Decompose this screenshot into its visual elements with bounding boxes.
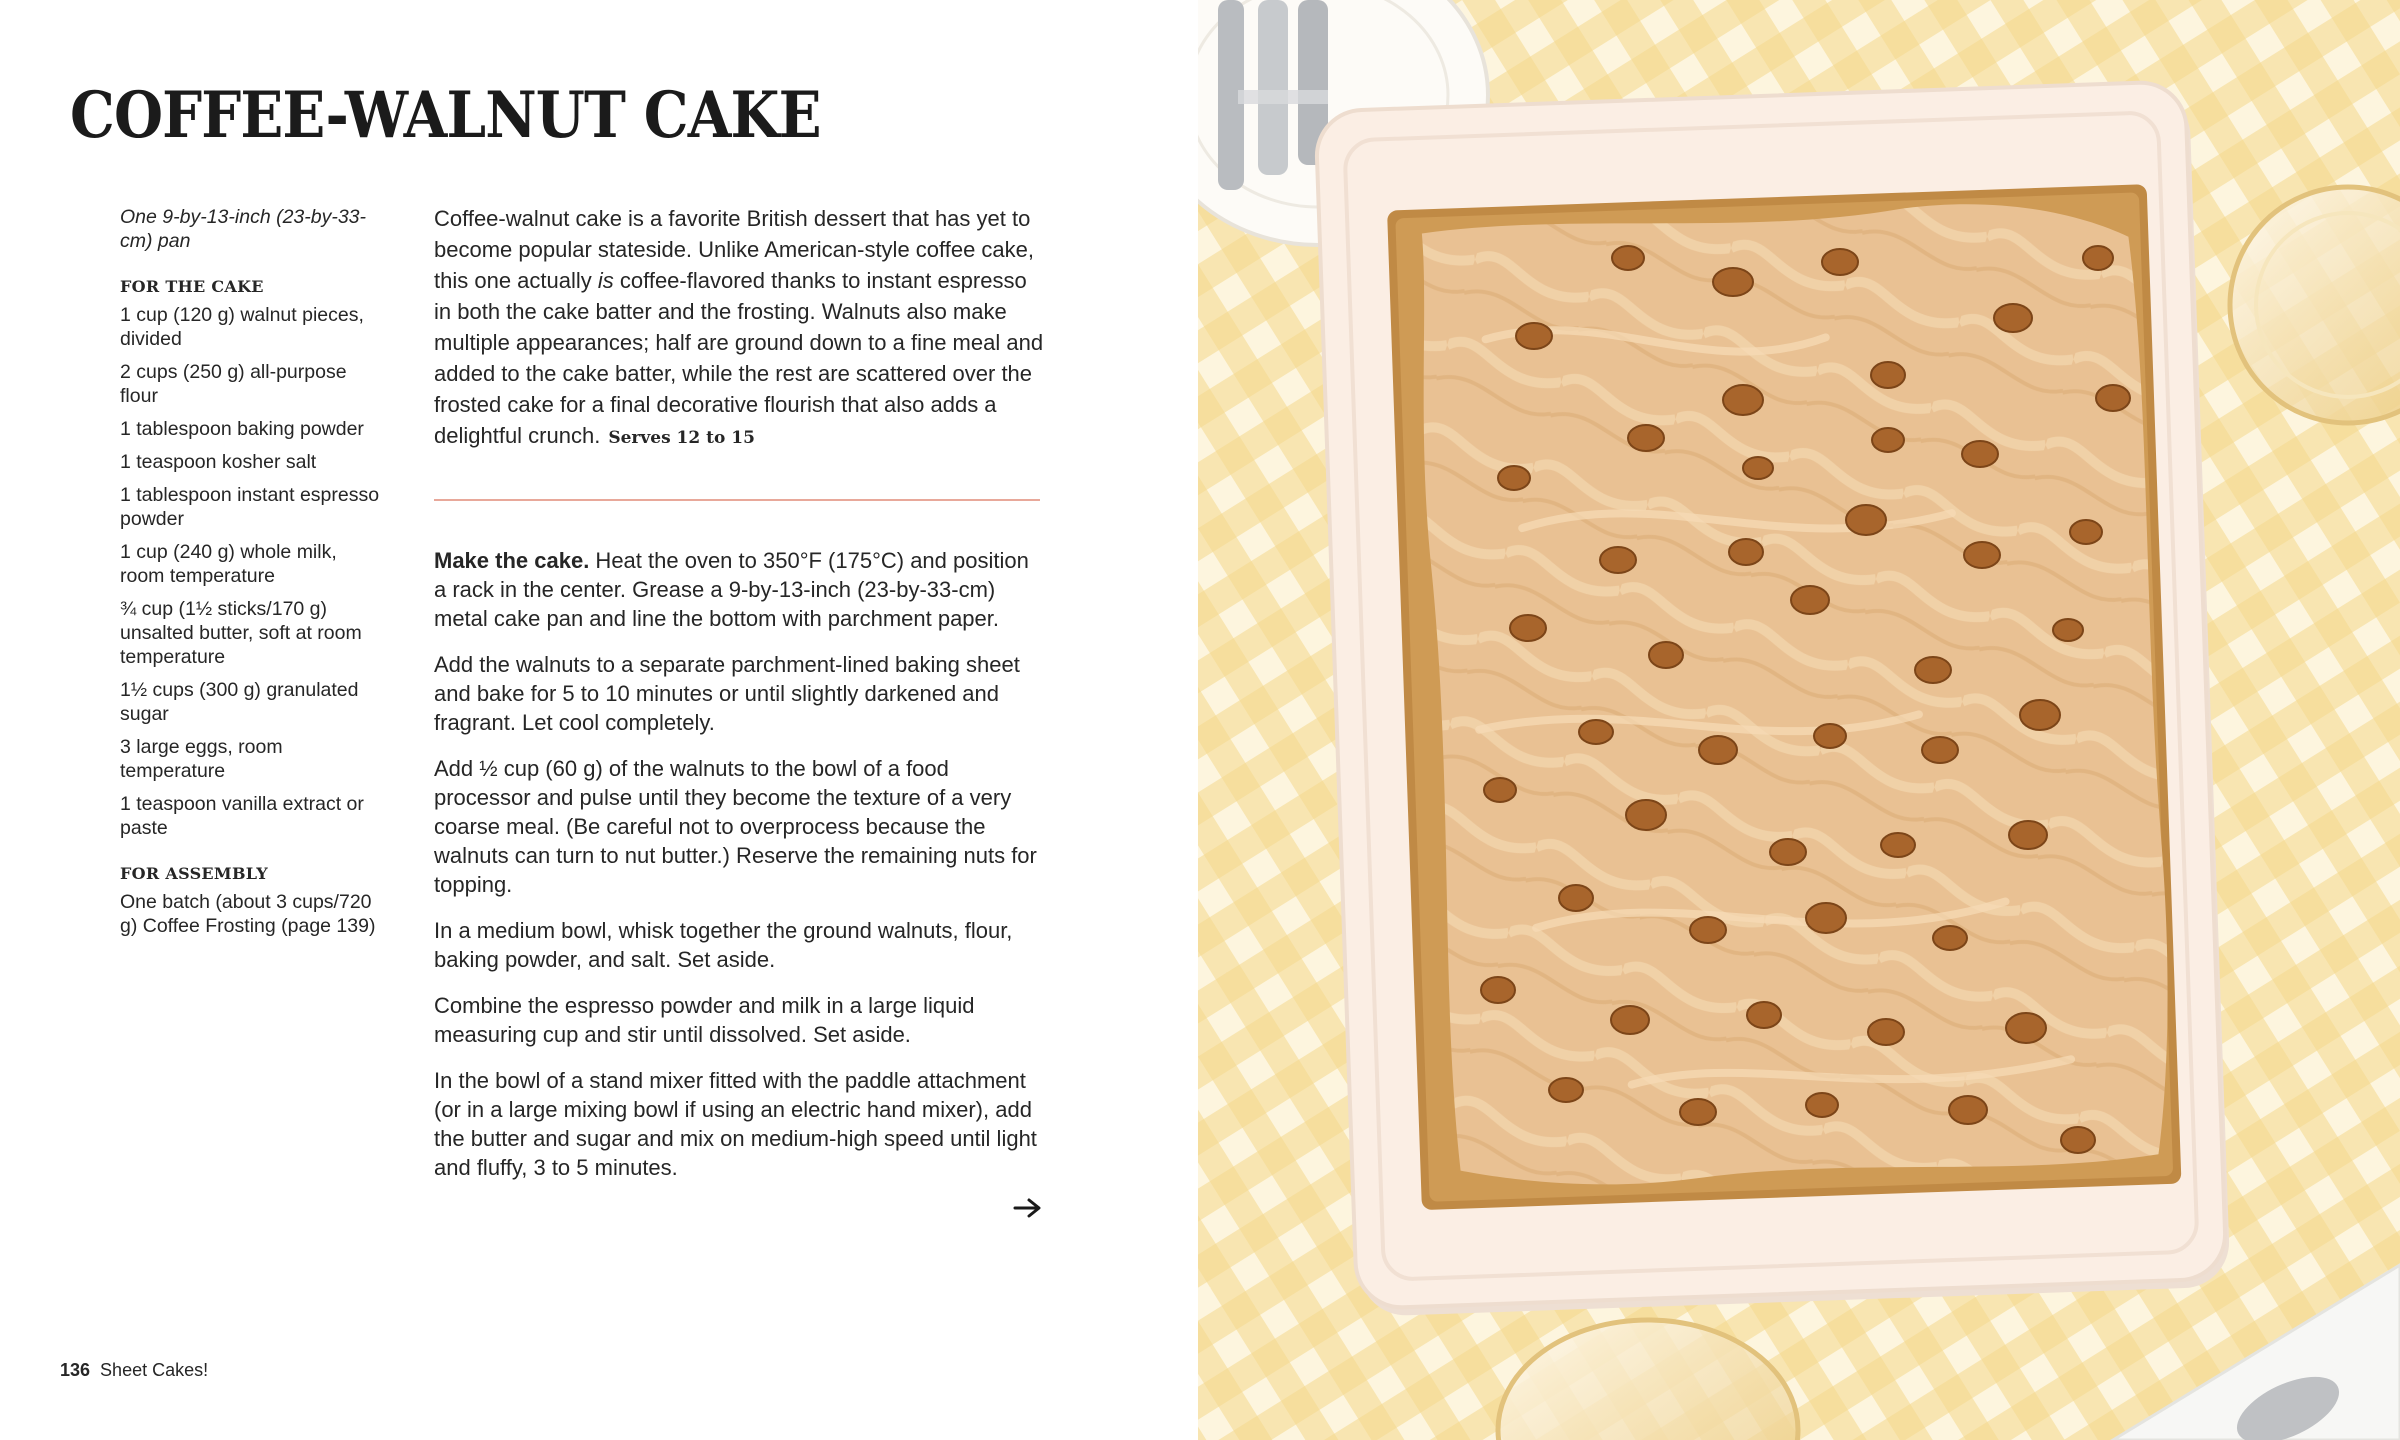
ingredient-item: 1½ cups (300 g) granulated sugar [120,679,359,725]
ingredient-item: 1 teaspoon vanilla extract or paste [120,793,364,839]
step-lead: Make the cake. [434,548,590,573]
step-text: In a medium bowl, whisk together the ground walnuts, flour, baking powder, and salt. Set aside. [434,918,1013,972]
intro-text-continued: coffee-flavored thanks to instant espresso in both the cake batter and the frosting. Walnuts also make multiple appearances; half are ground down to a fine meal and added to the cake batter, while the rest are scattered over the frosted cake for a final decorative flourish that also adds a delightful crunch. [434,268,1044,448]
ingredient-list-cake [120,303,382,840]
ingredient-item: 1 tablespoon instant espresso powder [120,484,380,530]
step-text: Heat the oven to 350°F (175°C) and position a rack in the center. Grease a 9-by-13-inch (23-by-33-cm) metal cake pan and line the bottom with parchment paper. [434,548,1029,631]
intro-emphasis: is [597,268,614,293]
arrow-right-icon [1012,1196,1044,1220]
method-step [434,546,1046,633]
cake-photo [1198,0,2400,1440]
ingredient-item: 1 teaspoon kosher salt [120,451,317,473]
method-step [434,916,1046,974]
ingredient-heading-assembly: FOR ASSEMBLY [120,864,269,883]
ingredient-item: One batch (about 3 cups/720 g) Coffee Frosting (page 139) [120,891,376,937]
method-step [434,650,1046,737]
intro-text: Coffee-walnut cake is a favorite British dessert that has yet to become popular stateside. Unlike American-style coffee cake, this one actually [434,206,1035,293]
step-text: In the bowl of a stand mixer fitted with the paddle attachment (or in a large mixing bowl if using an electric hand mixer), add the butter and sugar and mix on medium-high speed until light and fluffy, 3 to 5 minutes. [434,1068,1037,1180]
page-footer [60,1360,208,1381]
section-divider [434,499,1040,501]
recipe-page [0,0,1198,1440]
method-step [434,754,1046,899]
method-step [434,1066,1046,1182]
step-text: Add ½ cup (60 g) of the walnuts to the bowl of a food processor and pulse until they become the texture of a very coarse meal. (Be careful not to overprocess because the walnuts can turn to nut butter.) Reserve the remaining nuts for topping. [434,756,1037,897]
recipe-title: COFFEE-WALNUT CAKE [70,78,821,153]
step-text: Combine the espresso powder and milk in a large liquid measuring cup and stir until dissolved. Set aside. [434,993,975,1047]
ingredients-column [120,205,382,938]
intro-paragraph [434,203,1044,454]
ingredient-heading-cake: FOR THE CAKE [120,277,264,296]
cake-photo-illustration [1198,0,2400,1440]
ingredient-item: 1 tablespoon baking powder [120,418,364,440]
ingredient-item: 1 cup (240 g) whole milk, room temperature [120,541,337,587]
step-text: Add the walnuts to a separate parchment-lined baking sheet and bake for 5 to 10 minutes or until slightly darkened and fragrant. Let cool completely. [434,652,1020,735]
book-title: Sheet Cakes! [100,1360,209,1380]
method-step [434,991,1046,1049]
ingredient-item: ¾ cup (1½ sticks/170 g) unsalted butter, soft at room temperature [120,598,362,668]
ingredient-item: 1 cup (120 g) walnut pieces, divided [120,304,364,350]
method-steps [434,546,1046,1199]
page-number: 136 [60,1360,91,1380]
ingredient-list-assembly [120,890,382,938]
ingredient-item: 3 large eggs, room temperature [120,736,283,782]
sheet-cake [1387,184,2181,1210]
serves-label: Serves 12 to 15 [608,428,755,448]
recipe-yield: One 9-by-13-inch (23-by-33-cm) pan [120,206,367,252]
recipe-intro [434,203,1044,454]
ingredient-item: 2 cups (250 g) all-purpose flour [120,361,347,407]
